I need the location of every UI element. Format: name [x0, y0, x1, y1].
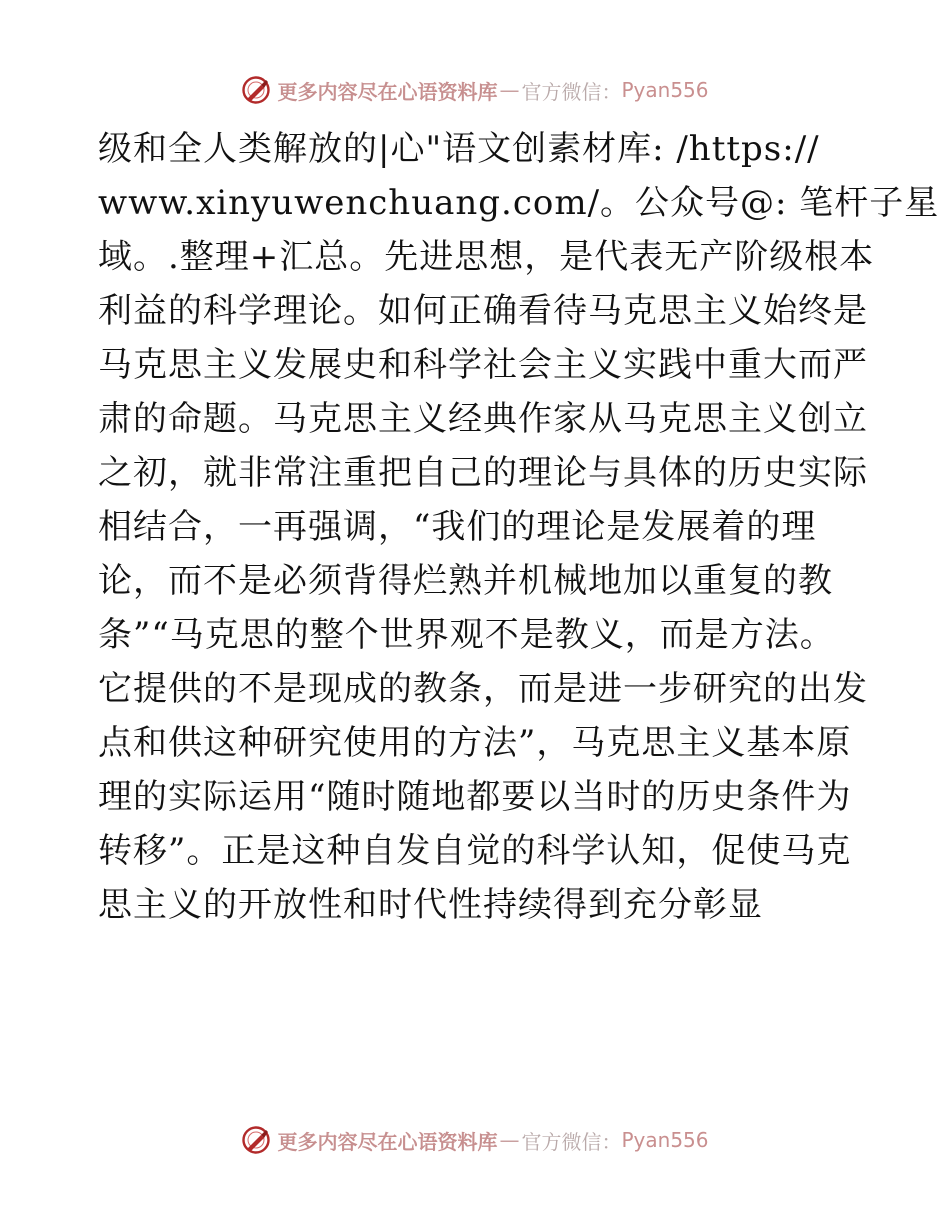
footer-wechat-label: 官方微信：: [521, 1129, 622, 1154]
body-line: 思主义的开放性和时代性持续得到充分彰显: [98, 885, 763, 925]
header-banner-text: 更多内容尽在心语资料库: [277, 79, 498, 104]
body-line: 级和全人类解放的|心"语文创素材库: /https://: [98, 129, 820, 169]
footer-wechat-id: Pyan556: [621, 1128, 709, 1152]
body-line: 它提供的不是现成的教条，而是进一步研究的出发: [98, 669, 868, 709]
header-wechat-label: 官方微信：: [521, 79, 622, 104]
header-banner-dash: —: [499, 78, 520, 102]
body-line: 肃的命题。马克思主义经典作家从马克思主义创立: [98, 399, 868, 439]
body-line: 条”“马克思的整个世界观不是教义，而是方法。: [98, 615, 835, 655]
footer-banner-dash: —: [499, 1128, 520, 1152]
header-banner: [0, 70, 950, 110]
footer-banner: [0, 1120, 950, 1160]
body-line: 理的实际运用“随时随地都要以当时的历史条件为: [98, 777, 852, 817]
document-body: [98, 122, 940, 932]
footer-banner-text: 更多内容尽在心语资料库: [277, 1129, 498, 1154]
body-line: 论，而不是必须背得烂熟并机械地加以重复的教: [98, 561, 833, 601]
body-line: 点和供这种研究使用的方法”，马克思主义基本原: [98, 723, 852, 763]
body-line: 利益的科学理论。如何正确看待马克思主义始终是: [98, 291, 868, 331]
pen-logo-icon: [241, 1125, 271, 1155]
body-line: www.xinyuwenchuang.com/。公众号@: 笔杆子星: [98, 183, 940, 223]
body-line: 转移”。正是这种自发自觉的科学认知，促使马克: [98, 831, 852, 871]
body-line: 相结合，一再强调，“我们的理论是发展着的理: [98, 507, 817, 547]
header-wechat-id: Pyan556: [621, 78, 709, 102]
body-line: 马克思主义发展史和科学社会主义实践中重大而严: [98, 345, 868, 385]
body-line: 之初，就非常注重把自己的理论与具体的历史实际: [98, 453, 868, 493]
pen-logo-icon: [241, 75, 271, 105]
body-line: 域。.整理+汇总。先进思想，是代表无产阶级根本: [98, 237, 875, 277]
